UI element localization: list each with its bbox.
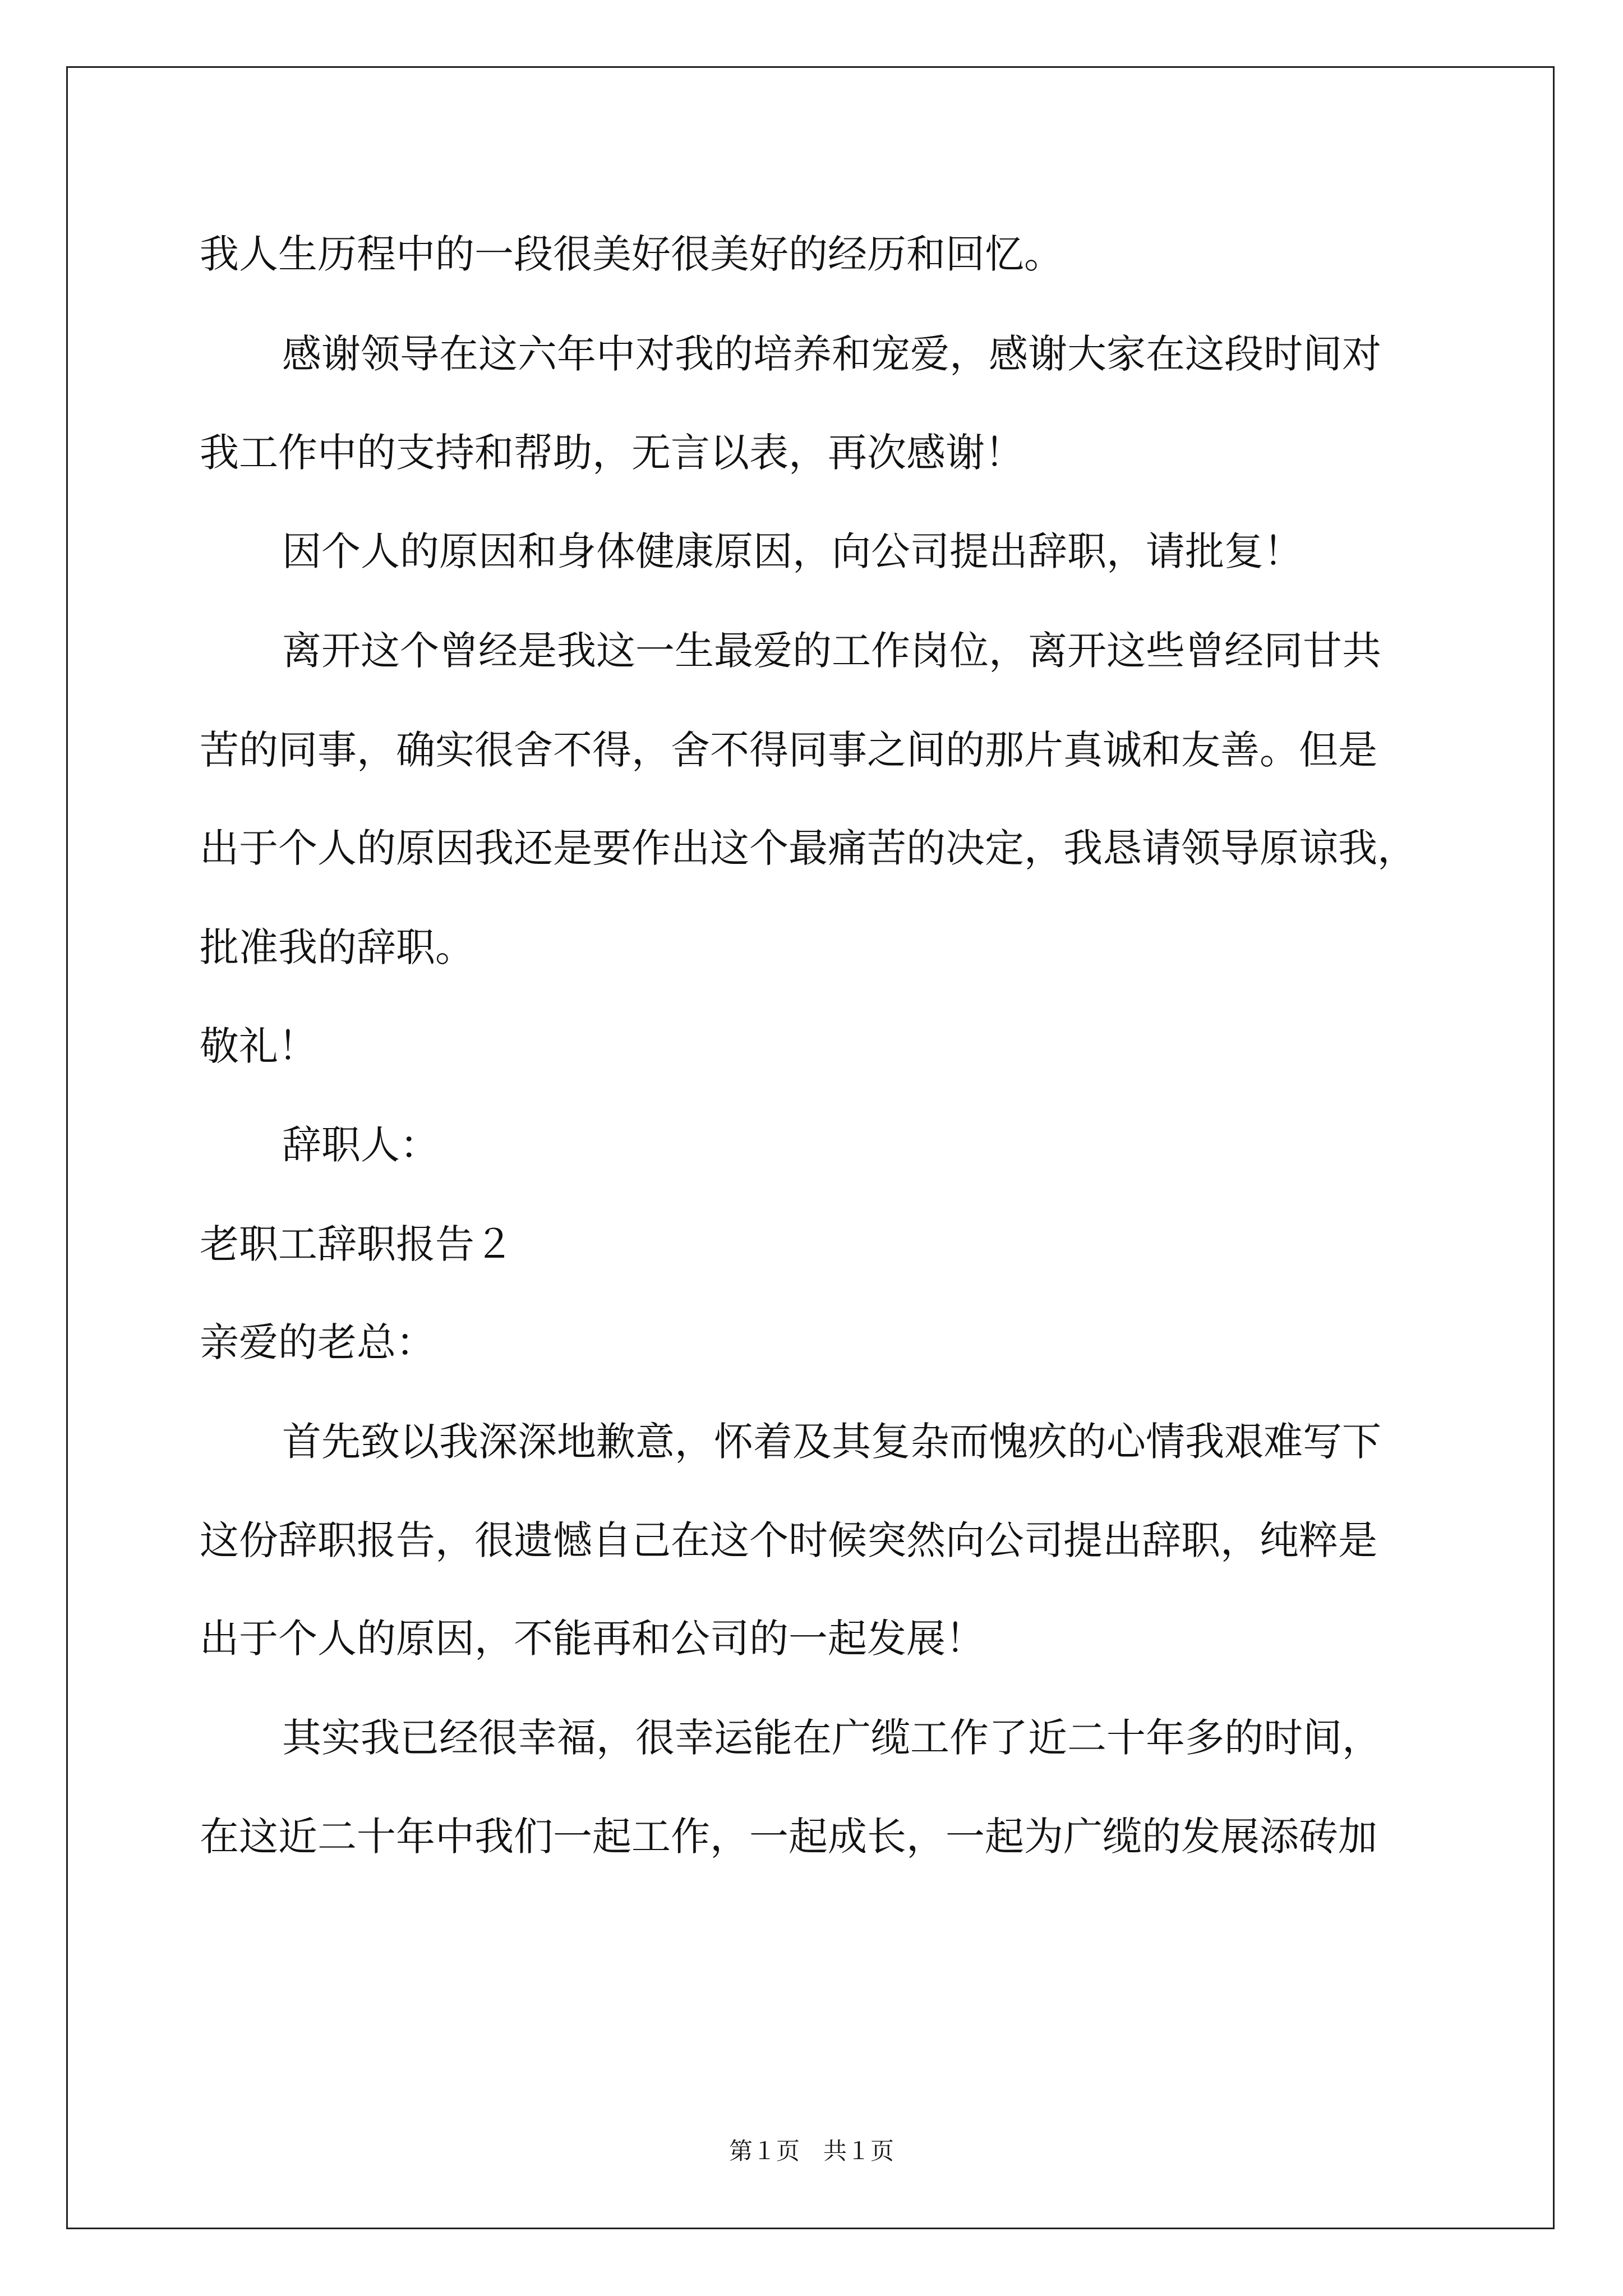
- body-line: 离开这个曾经是我这一生最爱的工作岗位，离开这些曾经同甘共: [282, 628, 1381, 674]
- body-line: 感谢领导在这六年中对我的培养和宠爱，感谢大家在这段时间对: [282, 331, 1381, 377]
- body-line: 这份辞职报告，很遗憾自己在这个时候突然向公司提出辞职，纯粹是: [200, 1517, 1377, 1563]
- signature-label: 辞职人：: [282, 1122, 439, 1168]
- body-line: 我工作中的支持和帮助，无言以表，再次感谢！: [200, 430, 1024, 476]
- body-line: 因个人的原因和身体健康原因，向公司提出辞职，请批复！: [282, 528, 1303, 574]
- body-line: 出于个人的原因我还是要作出这个最痛苦的决定，我恳请领导原谅我，: [200, 825, 1417, 871]
- body-line: 其实我已经很幸福，很幸运能在广缆工作了近二十年多的时间，: [282, 1715, 1381, 1761]
- body-line: 首先致以我深深地歉意，怀着及其复杂而愧疚的心情我艰难写下: [282, 1419, 1381, 1465]
- page-footer: 第１页 共１页: [728, 2137, 894, 2165]
- salutation: 亲爱的老总：: [200, 1319, 435, 1365]
- body-line: 批准我的辞职。: [200, 924, 474, 970]
- body-line: 敬礼！: [200, 1023, 317, 1069]
- section-title: 老职工辞职报告２: [200, 1221, 514, 1267]
- body-line: 我人生历程中的一段很美好很美好的经历和回忆。: [200, 231, 1063, 277]
- body-line: 在这近二十年中我们一起工作，一起成长，一起为广缆的发展添砖加: [200, 1814, 1377, 1860]
- body-line: 出于个人的原因，不能再和公司的一起发展！: [200, 1616, 985, 1662]
- body-line: 苦的同事，确实很舍不得，舍不得同事之间的那片真诚和友善。但是: [200, 727, 1377, 773]
